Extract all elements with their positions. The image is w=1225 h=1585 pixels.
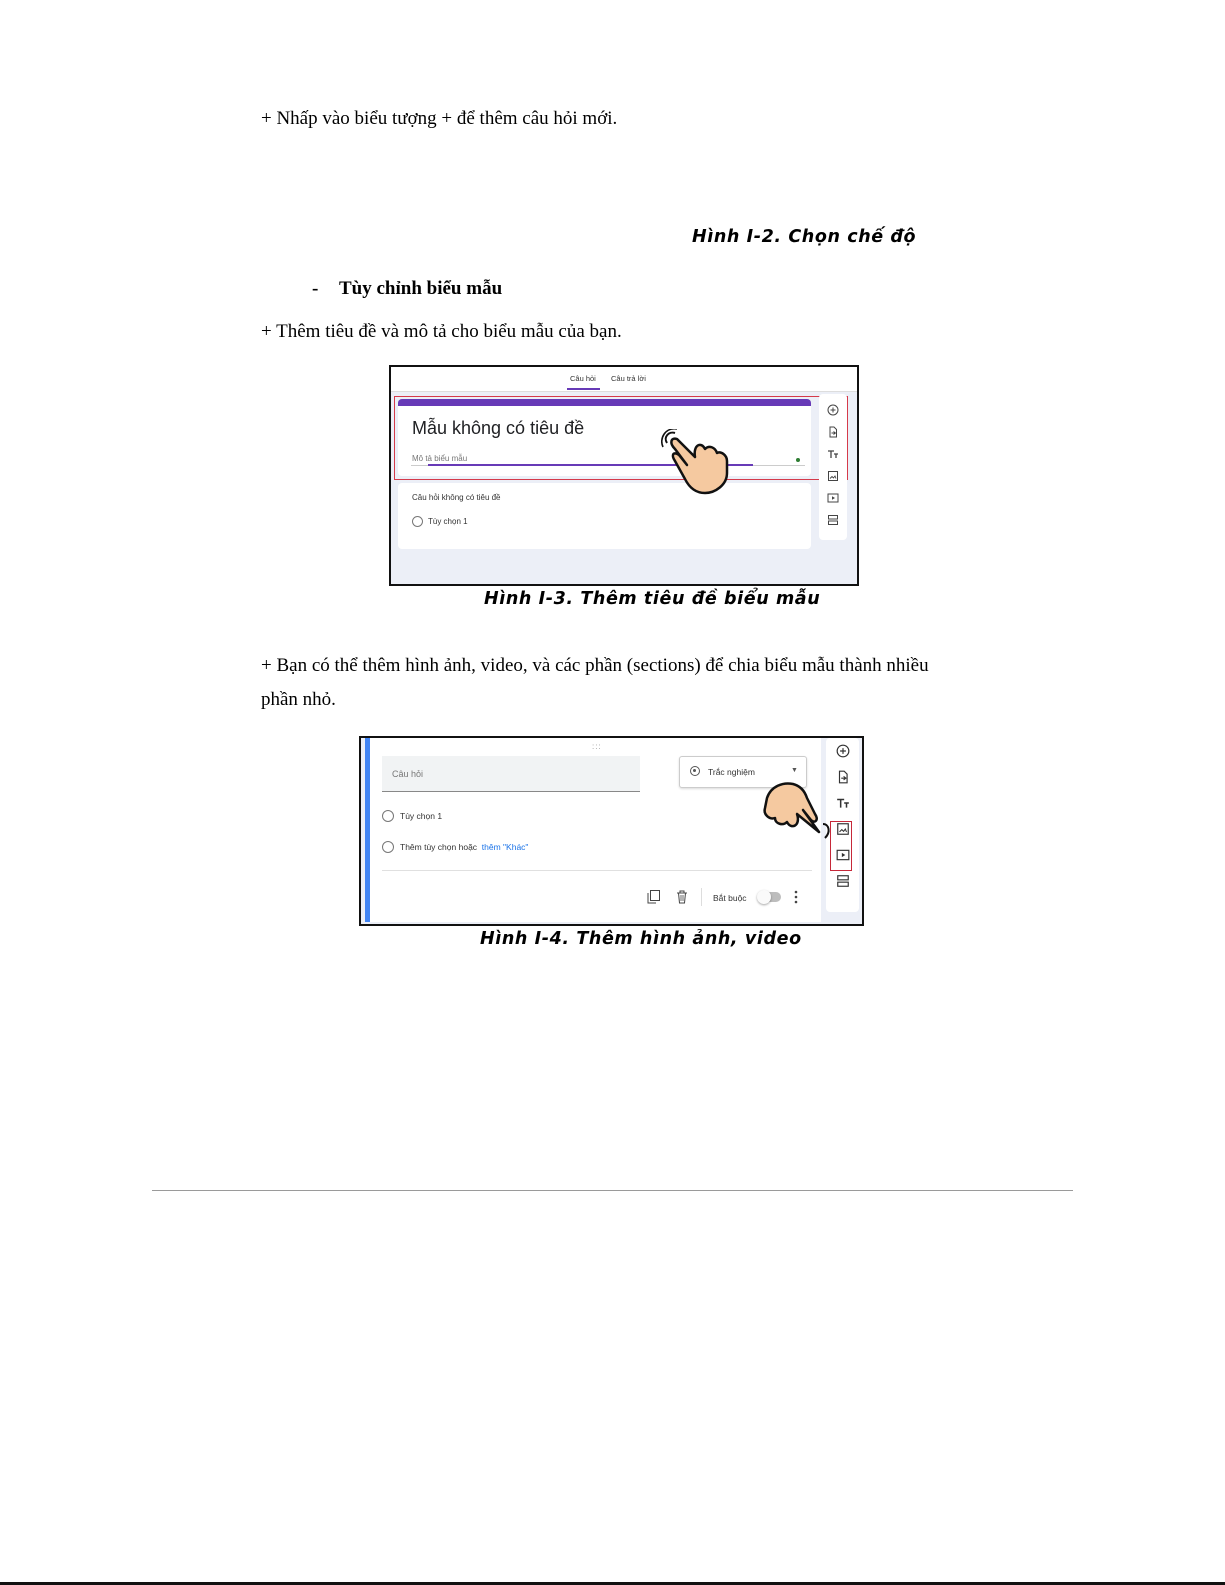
add-section-icon[interactable] bbox=[819, 512, 847, 528]
instruction-add-title: + Thêm tiêu đề và mô tả cho biểu mẫu của bạn. bbox=[261, 321, 622, 342]
radio-icon bbox=[382, 841, 394, 853]
pointing-hand-icon bbox=[661, 429, 741, 497]
add-other-link[interactable]: thêm "Khác" bbox=[481, 842, 529, 852]
caption-figure-3: Hình I-3. Thêm tiêu đề biểu mẫu bbox=[484, 589, 821, 609]
add-image-icon[interactable] bbox=[819, 468, 847, 484]
radio-icon bbox=[382, 810, 394, 822]
instruction-add-question: + Nhấp vào biểu tượng + để thêm câu hỏi mới. bbox=[261, 108, 618, 129]
section-heading: Tùy chỉnh biểu mẫu bbox=[339, 278, 503, 299]
tab-questions[interactable]: Câu hỏi bbox=[570, 374, 596, 383]
instruction-add-media-line1: + Bạn có thể thêm hình ảnh, video, và các phần (sections) để chia biểu mẫu thành nhiều bbox=[261, 655, 929, 676]
add-option-label bbox=[400, 842, 528, 852]
instruction-add-media-line2: phần nhỏ. bbox=[261, 689, 336, 710]
footer-rule bbox=[152, 1190, 1073, 1191]
side-toolbar bbox=[819, 394, 847, 540]
required-label: Bắt buộc bbox=[713, 893, 747, 903]
option-label[interactable]: Tùy chọn 1 bbox=[400, 811, 443, 821]
question-input[interactable] bbox=[382, 756, 640, 792]
caption-figure-4: Hình I-4. Thêm hình ảnh, video bbox=[480, 929, 802, 949]
required-toggle[interactable] bbox=[759, 892, 781, 902]
add-section-icon[interactable] bbox=[826, 873, 859, 889]
add-question-icon[interactable] bbox=[819, 402, 847, 418]
add-title-icon[interactable] bbox=[819, 446, 847, 462]
media-highlight-box bbox=[830, 821, 852, 871]
add-question-icon[interactable] bbox=[826, 743, 859, 759]
question-footer bbox=[370, 885, 821, 909]
caret-down-icon: ▼ bbox=[791, 767, 798, 774]
drag-handle-icon[interactable]: ::: bbox=[592, 742, 602, 751]
footer-separator bbox=[701, 888, 702, 906]
radio-icon bbox=[412, 516, 423, 527]
radio-checked-icon bbox=[690, 766, 700, 776]
or-text: hoặc bbox=[458, 842, 478, 852]
delete-icon[interactable] bbox=[676, 890, 688, 904]
footer-divider bbox=[382, 870, 812, 871]
option-label[interactable]: Tùy chọn 1 bbox=[428, 517, 468, 526]
form-title[interactable]: Mẫu không có tiêu đề bbox=[412, 418, 585, 438]
active-tab-indicator bbox=[567, 388, 600, 390]
figure-question-screenshot bbox=[359, 736, 864, 926]
add-video-icon[interactable] bbox=[819, 490, 847, 506]
tab-responses[interactable]: Câu trả lời bbox=[611, 374, 646, 383]
add-option-link[interactable]: Thêm tùy chọn bbox=[400, 842, 457, 852]
more-options-icon[interactable] bbox=[793, 890, 799, 904]
highlight-box bbox=[394, 396, 848, 480]
form-description-input[interactable]: Mô tả biểu mẫu bbox=[412, 454, 468, 463]
import-questions-icon[interactable] bbox=[819, 424, 847, 440]
question-editor-card bbox=[365, 738, 821, 922]
question-card bbox=[398, 483, 811, 549]
question-type-label: Trắc nghiệm bbox=[708, 767, 755, 777]
question-title[interactable]: Câu hỏi không có tiêu đề bbox=[412, 493, 501, 502]
heading-bullet: - bbox=[312, 278, 319, 299]
figure-form-title-screenshot bbox=[389, 365, 859, 586]
pointing-hand-icon bbox=[761, 780, 833, 840]
form-tabs bbox=[391, 367, 857, 392]
caption-figure-2: Hình I-2. Chọn chế độ bbox=[692, 227, 917, 247]
duplicate-icon[interactable] bbox=[647, 890, 660, 904]
question-placeholder: Câu hỏi bbox=[392, 769, 424, 779]
